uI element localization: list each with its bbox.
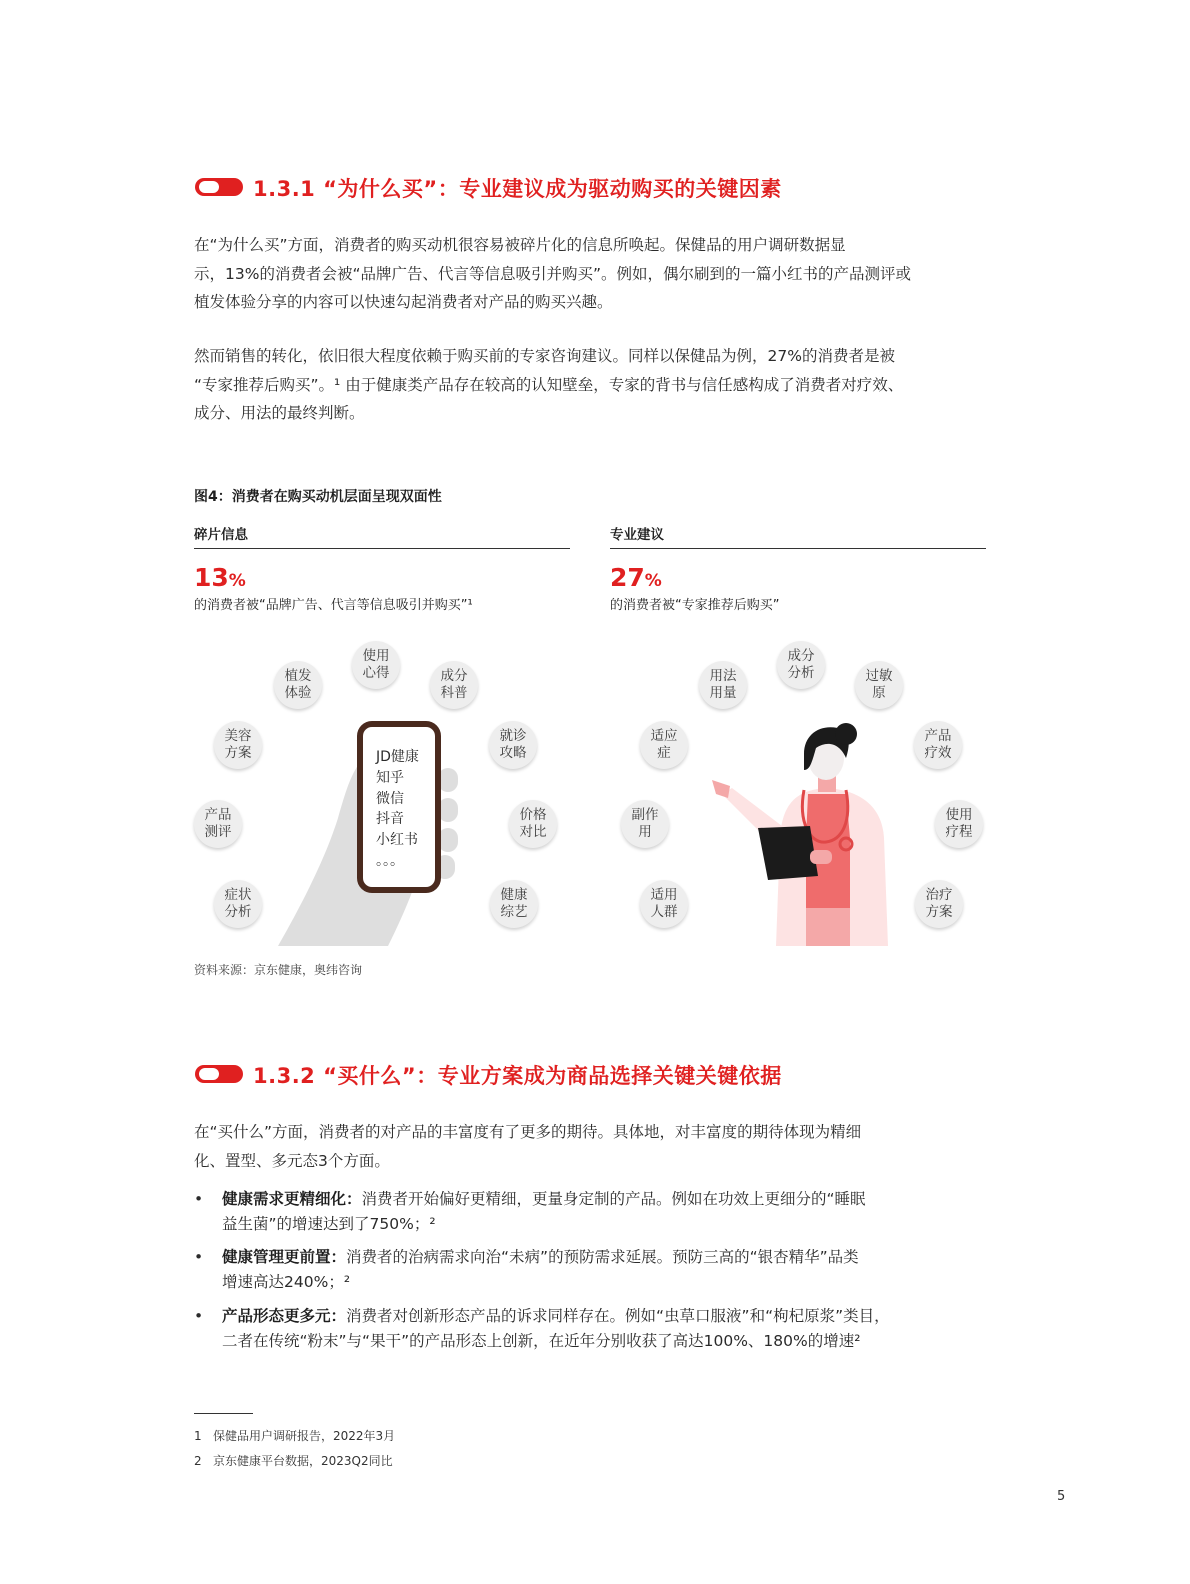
- page-number: 5: [1057, 1489, 1066, 1504]
- bubble-medical-visit-guide: 就诊 攻略: [489, 721, 537, 769]
- bubble-symptom-analysis: 症状 分析: [214, 880, 262, 928]
- right-stat-percent: 27%: [610, 563, 662, 592]
- bubble-ingredient-analysis: 成分 分析: [777, 641, 825, 689]
- bubble-treatment-plan: 治疗 方案: [915, 880, 963, 928]
- section-title-1-3-2: 1.3.2 “买什么”：专业方案成为商品选择关键关键依据: [253, 1064, 782, 1088]
- bubble-product-efficacy: 产品 疗效: [914, 721, 962, 769]
- right-stat-description: 的消费者被“专家推荐后购买”: [610, 598, 780, 613]
- footnote-2: 2 京东健康平台数据，2023Q2同比: [194, 1454, 393, 1468]
- bubble-treatment-course: 使用 疗程: [935, 800, 983, 848]
- bubble-hair-transplant-experience: 植发 体验: [274, 661, 322, 709]
- left-column-heading: 碎片信息: [194, 527, 248, 543]
- bubble-beauty-plan: 美容 方案: [214, 721, 262, 769]
- bubble-indication: 适应 症: [640, 721, 688, 769]
- bubble-side-effects: 副作 用: [621, 800, 669, 848]
- paragraph-why-buy-2: 然而销售的转化，依旧很大程度依赖于购买前的专家咨询建议。同样以保健品为例，27%的消费者是被 “专家推荐后购买”。¹ 由于健康类产品存在较高的认知壁垒，专家的背书与信任感构成了消费者对疗效、 成分、用法的最终判断。: [194, 347, 904, 422]
- bubble-product-review: 产品 测评: [194, 800, 242, 848]
- paragraph-why-buy-1: 在“为什么买”方面，消费者的购买动机很容易被碎片化的信息所唤起。保健品的用户调研数据显 示，13%的消费者会被“品牌广告、代言等信息吸引并购买”。例如，偶尔刷到的一篇小红书的产品测评或 植发体验分享的内容可以快速勾起消费者对产品的购买兴趣。: [194, 236, 912, 311]
- paragraph-what-to-buy: 在“买什么”方面，消费者的对产品的丰富度有了更多的期待。具体地，对丰富度的期待体现为精细 化、置型、多元态3个方面。: [194, 1123, 862, 1170]
- phone-hand-icon: [270, 700, 470, 946]
- bubble-ingredient-science: 成分 科普: [430, 661, 478, 709]
- left-column-rule: [194, 548, 570, 549]
- right-column-heading: 专业建议: [610, 527, 664, 543]
- section-title-1-3-1: 1.3.1 “为什么买”：专业建议成为驱动购买的关键因素: [253, 177, 782, 201]
- pill-icon: [194, 1064, 244, 1084]
- bubble-health-variety-show: 健康 综艺: [490, 880, 538, 928]
- phone-app-list: JD健康 知乎 微信 抖音 小红书 。。。: [376, 749, 419, 869]
- bullet-dot: •: [194, 1248, 204, 1266]
- left-stat-description: 的消费者被“品牌广告、代言等信息吸引并购买”¹: [194, 598, 473, 613]
- footnote-1: 1 保健品用户调研报告，2022年3月: [194, 1429, 396, 1443]
- right-column-rule: [610, 548, 986, 549]
- bubble-price-comparison: 价格 对比: [509, 800, 557, 848]
- bubble-allergen: 过敏 原: [855, 661, 903, 709]
- bullet-dot: •: [194, 1307, 204, 1325]
- bullet-dot: •: [194, 1190, 204, 1208]
- figure-title: 图4：消费者在购买动机层面呈现双面性: [194, 489, 442, 505]
- bubble-dosage: 用法 用量: [699, 661, 747, 709]
- left-stat-percent: 13%: [194, 563, 246, 592]
- doctor-icon: [700, 718, 900, 946]
- bubble-usage-experience: 使用 心得: [352, 641, 400, 689]
- footnote-rule: [194, 1413, 253, 1414]
- bubble-target-population: 适用 人群: [640, 880, 688, 928]
- figure-source: 资料来源：京东健康，奥纬咨询: [194, 963, 363, 977]
- pill-icon: [194, 177, 244, 197]
